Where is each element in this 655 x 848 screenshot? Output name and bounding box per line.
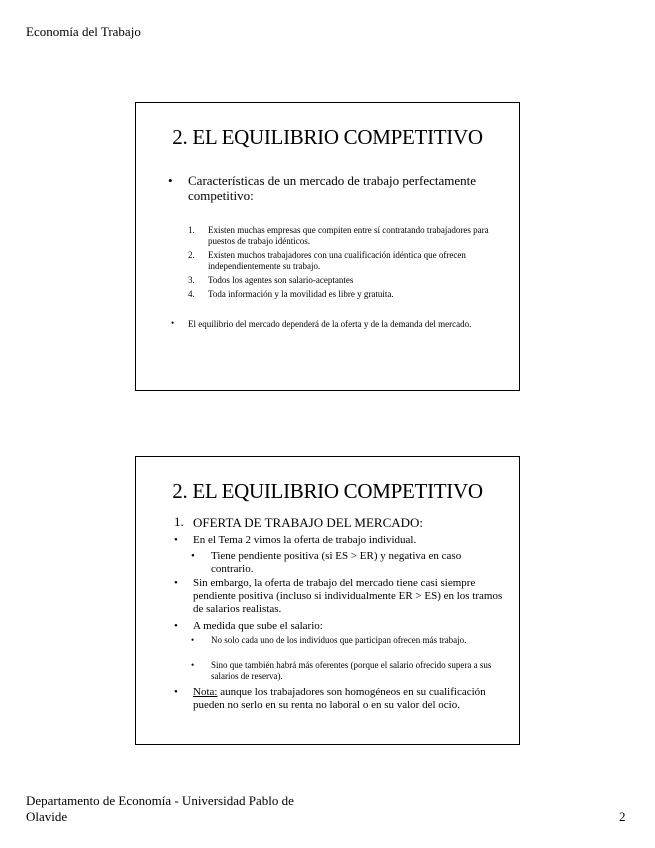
footer-department: Departamento de Economía - Universidad Pablo de Olavide [26, 793, 294, 824]
slide-2-bullet-3-sub-2: Sino que también habrá más oferentes (porque el salario ofrecido supera a sus salarios de reserva). [211, 660, 492, 681]
bullet-marker: • [174, 577, 178, 589]
slide-2-bullet-1: En el Tema 2 vimos la oferta de trabajo individual. [193, 534, 417, 546]
bullet-marker: • [174, 686, 178, 698]
list-text: Existen muchas empresas que compiten entre sí contratando trabajadores para puestos de trabajo idénticos. [208, 225, 489, 246]
list-number: 1. [188, 225, 195, 235]
bullet-marker: • [174, 620, 178, 632]
bullet-marker: • [171, 318, 175, 328]
page-number: 2 [619, 809, 626, 824]
bullet-marker: • [191, 660, 195, 670]
slide-2-bullet-1-sub: Tiene pendiente positiva (si ES > ER) y negativa en caso contrario. [211, 550, 462, 575]
slide-2-title: 2. EL EQUILIBRIO COMPETITIVO [172, 479, 483, 503]
slide-1-title: 2. EL EQUILIBRIO COMPETITIVO [172, 125, 483, 149]
slide-1-bullet-2: El equilibrio del mercado dependerá de la oferta y de la demanda del mercado. [188, 319, 472, 329]
list-item [188, 275, 498, 286]
bullet-marker: • [174, 534, 178, 546]
list-number: 2. [188, 250, 195, 260]
bullet-marker: • [168, 173, 173, 188]
list-item [188, 225, 498, 247]
slide-2-bullet-4 [193, 686, 508, 712]
document-header: Economía del Trabajo [26, 24, 141, 39]
list-text: Todos los agentes son salario-aceptantes [208, 275, 354, 285]
bullet-marker: • [191, 635, 195, 645]
slide-2-subtitle: OFERTA DE TRABAJO DEL MERCADO: [193, 515, 424, 530]
note-label: Nota: [193, 686, 218, 698]
note-text: aunque los trabajadores son homogéneos en su cualificación pueden no serlo en su renta no laboral o en su valor del ocio. [193, 686, 486, 711]
slide-2-bullet-2: Sin embargo, la oferta de trabajo del mercado tiene casi siempre pendiente positiva (incluso si individualmente ER > ES) en los tramos de salarios realistas. [193, 577, 503, 615]
bullet-marker: • [191, 550, 195, 562]
slide-2-bullet-3-sub-1: No solo cada uno de los individuos que participan ofrecen más trabajo. [211, 635, 467, 645]
list-number: 3. [188, 275, 195, 285]
list-item [188, 250, 498, 272]
slide-1-bullet-1: Características de un mercado de trabajo perfectamente competitivo: [188, 173, 477, 203]
list-item [188, 289, 498, 300]
characteristics-list [188, 225, 498, 303]
list-text: Toda información y la movilidad es libre y gratuita. [208, 289, 394, 299]
list-text: Existen muchos trabajadores con una cualificación idéntica que ofrecen independientemente su trabajo. [208, 250, 466, 271]
list-number: 4. [188, 289, 195, 299]
slide-2-bullet-3: A medida que sube el salario: [193, 620, 323, 632]
slide-1 [135, 102, 520, 391]
slide-2 [135, 456, 520, 745]
slide-2-subtitle-number: 1. [174, 514, 184, 529]
